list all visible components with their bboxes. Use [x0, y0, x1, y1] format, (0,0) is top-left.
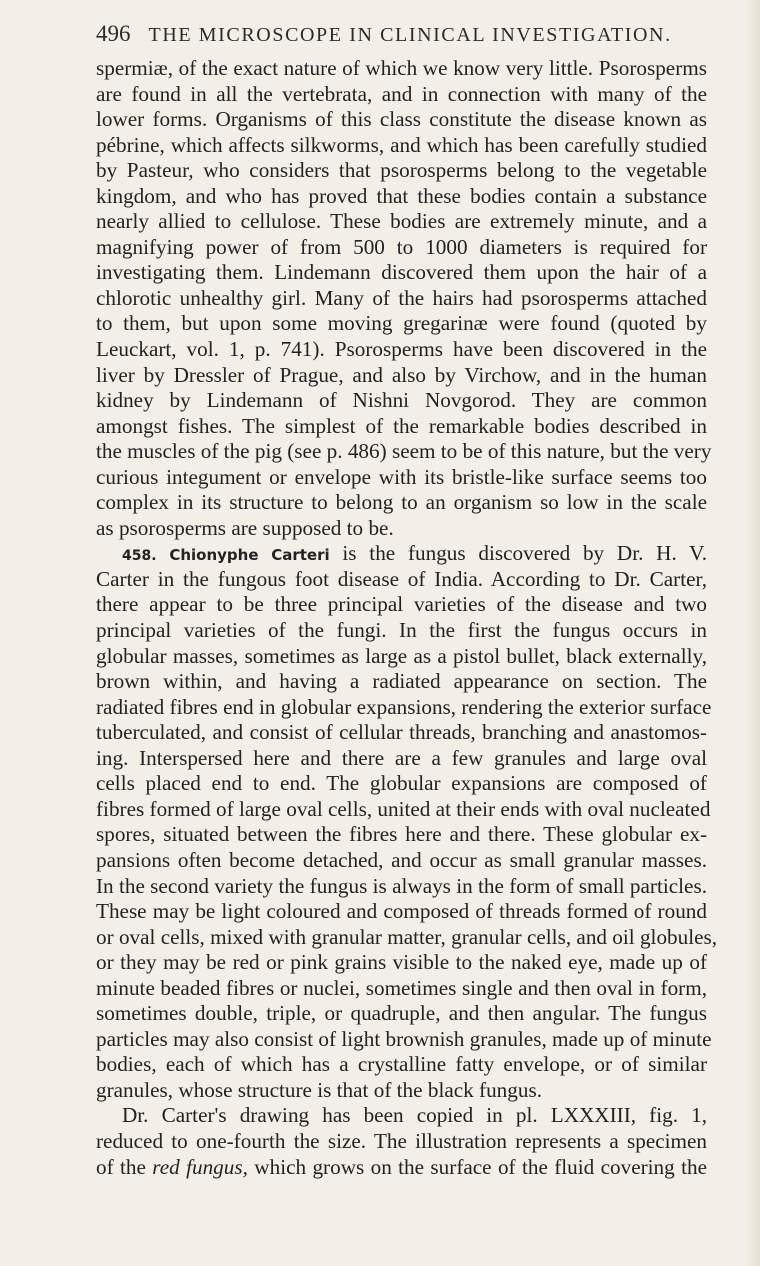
body-text [96, 56, 718, 1180]
text-line: chlorotic unhealthy girl. Many of the hairs had psorosperms attached [96, 285, 707, 310]
section-heading-line [96, 541, 707, 567]
text-line: liver by Dressler of Prague, and also by Virchow, and in the human [96, 362, 707, 387]
text-line: These may be light coloured and composed of threads formed of round [96, 899, 707, 924]
running-header [96, 21, 706, 53]
text-line: spores, situated between the fibres here and there. These globular ex- [96, 822, 707, 847]
text-line: Leuckart, vol. 1, p. 741). Psorosperms have been discovered in the [96, 337, 707, 362]
text-line: cells placed end to end. The globular expansions are composed of [96, 771, 707, 796]
text-line: kidney by Lindemann of Nishni Novgorod. They are common [96, 388, 707, 413]
text-line: spermiæ, of the exact nature of which we know very little. Psorosperms [96, 56, 707, 80]
text-line: tuberculated, and consist of cellular threads, branching and anastomos- [96, 720, 707, 745]
text-line: reduced to one-fourth the size. The illustration represents a specimen [96, 1128, 707, 1153]
paragraph-carter-drawing [96, 1103, 707, 1180]
text-line: Dr. Carter's drawing has been copied in pl. LXXXIII, fig. 1, [122, 1103, 707, 1128]
text-line: the muscles of the pig (see p. 486) seem to be of this nature, but the very [96, 439, 712, 464]
text-line: particles may also consist of light brownish granules, made up of minute [96, 1026, 712, 1051]
text-line: kingdom, and who has proved that these bodies contain a substance [96, 183, 707, 208]
text-line: curious integument or envelope with its bristle-like surface seems too [96, 464, 707, 489]
text-line: or oval cells, mixed with granular matter, granular cells, and oil globules, [96, 924, 718, 949]
text-line: sometimes double, triple, or quadruple, and then angular. The fungus [96, 1001, 707, 1026]
text-line: ing. Interspersed here and there are a few granules and large oval [96, 745, 707, 770]
page-edge [746, 0, 760, 1266]
italic-term: red fungus, [152, 1154, 248, 1179]
text-line: radiated fibres end in globular expansions, rendering the exterior surface [96, 694, 712, 719]
page-number: 496 [96, 21, 131, 46]
text-line: In the second variety the fungus is always in the form of small particles. [96, 873, 707, 898]
text-line: globular masses, sometimes as large as a pistol bullet, black externally, [96, 643, 707, 668]
text-segment: which grows on the surface of the fluid covering the [254, 1154, 707, 1179]
text-line: principal varieties of the fungi. In the first the fungus occurs in [96, 618, 707, 643]
section-number: 458. [122, 548, 157, 565]
text-line: granules, whose structure is that of the black fungus. [96, 1077, 543, 1102]
text-line: to them, but upon some moving gregarinæ were found (quoted by [96, 311, 707, 336]
text-line: Carter in the fungous foot disease of India. According to Dr. Carter, [96, 566, 707, 591]
text-line: by Pasteur, who considers that psorosperms belong to the vegetable [96, 158, 707, 183]
text-line: pébrine, which affects silkworms, and which has been carefully studied [96, 132, 707, 157]
text-line: are found in all the vertebrata, and in connection with many of the [96, 81, 707, 106]
text-line: or they may be red or pink grains visible to the naked eye, made up of [96, 950, 707, 975]
text-line: amongst fishes. The simplest of the remarkable bodies described in [96, 413, 707, 438]
text-line: pansions often become detached, and occur as small granular masses. [96, 847, 707, 872]
text-line: nearly allied to cellulose. These bodies are extremely minute, and a [96, 209, 707, 234]
text-segment: of the [96, 1154, 146, 1179]
section-title: Chionyphe Carteri [169, 546, 330, 565]
section-first-line-text: is the fungus discovered by Dr. H. V. [342, 541, 708, 566]
text-line: fibres formed of large oval cells, united at their ends with oval nucleated [96, 796, 711, 821]
text-line: magnifying power of from 500 to 1000 diameters is required for [96, 234, 707, 259]
text-line: as psorosperms are supposed to be. [96, 515, 394, 540]
running-title: THE MICROSCOPE IN CLINICAL INVESTIGATION. [148, 24, 672, 46]
text-line: bodies, each of which has a crystalline fatty envelope, or of similar [96, 1052, 707, 1077]
text-line: investigating them. Lindemann discovered them upon the hair of a [96, 260, 707, 285]
text-line: there appear to be three principal varieties of the disease and two [96, 592, 707, 617]
text-line: lower forms. Organisms of this class constitute the disease known as [96, 107, 707, 132]
text-line: complex in its structure to belong to an organism so low in the scale [96, 490, 707, 515]
text-line: brown within, and having a radiated appearance on section. The [96, 669, 707, 694]
text-line [96, 1155, 707, 1181]
paragraph-psorosperms [96, 56, 712, 541]
text-line: minute beaded fibres or nuclei, sometimes single and then oval in form, [96, 975, 707, 1000]
paragraph-section-458 [96, 541, 718, 1103]
